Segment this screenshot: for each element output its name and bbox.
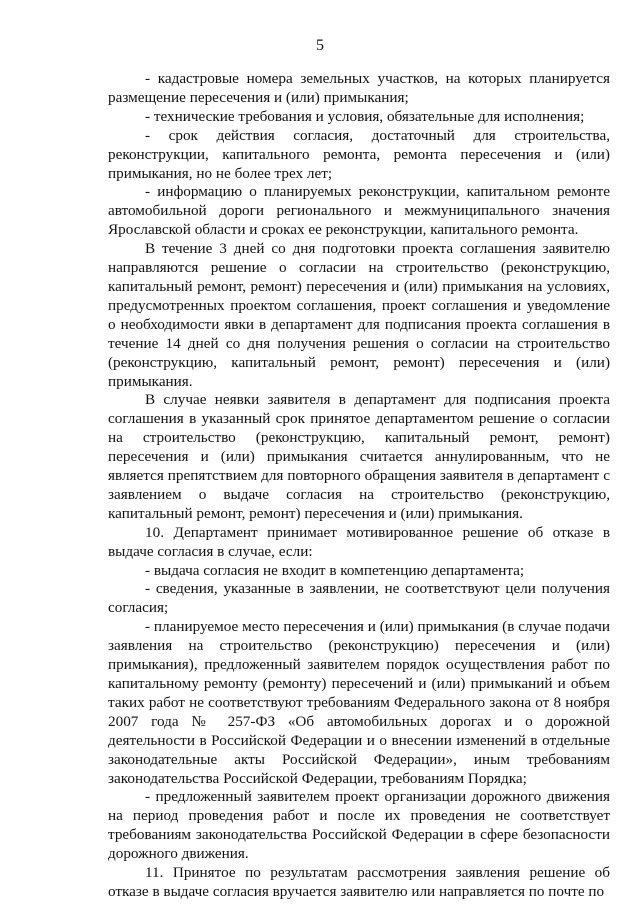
paragraph-applicant-absence: В случае неявки заявителя в департамент для подписания проекта соглашения в указанный срок принятое департаментом решение о согласии на строительство (реконструкцию, капитальный ремонт, ремонт) пересечения и (или) примыкания считается аннулированным, что не является препятствием для повторного обращения заявителя в департамент с заявлением о выдаче согласия на строительство (реконструкцию, капитальный ремонт, ремонт) пересечения и (или) примыкания. — [108, 391, 610, 522]
paragraph-technical-requirements: - технические требования и условия, обязательные для исполнения; — [145, 107, 585, 125]
paragraph-reconstruction-info: - информацию о планируемых реконструкции, капитальном ремонте автомобильной дороги регионального и межмуниципального значения Ярославской области и сроках ее реконструкции, капитального ремонта. — [108, 183, 610, 239]
paragraph-traffic-project: - предложенный заявителем проект организации дорожного движения на период проведения работ и после их проведения не соответствует требованиям законодательства Российской Федерации в сфере безопасности дорожного движения. — [108, 788, 610, 863]
paragraph-item-10: 10. Департамент принимает мотивированное решение об отказе в выдаче согласия в случае, если: — [108, 523, 610, 560]
document-body — [108, 70, 610, 902]
paragraph-consent-term: - срок действия согласия, достаточный для строительства, реконструкции, капитального ремонта, ремонта пересечения и (или) примыкания, но не более трех лет; — [108, 126, 610, 182]
page-number: 5 — [316, 37, 324, 54]
paragraph-not-competence: - выдача согласия не входит в компетенцию департамента; — [145, 561, 525, 579]
paragraph-planned-location: - планируемое место пересечения и (или) примыкания (в случае подачи заявления на строительство (реконструкцию) пересечения и (или) примыкания), предложенный заявителем порядок осуществления работ по капитальному ремонту (ремонту) пересечений и (или) примыканий и объем таких работ не соответствуют требованиям Федерального закона от 8 ноября 2007 года № 257-ФЗ «Об автомобильных дорогах и о дорожной деятельности в Российской Федерации и о внесении изменений в отдельные законодательные акты Российской Федерации», иным требованиям законодательства Российской Федерации, требованиям Порядка; — [108, 618, 610, 787]
paragraph-three-days: В течение 3 дней со дня подготовки проекта соглашения заявителю направляются решение о согласии на строительство (реконструкцию, капитальный ремонт, ремонт) пересечения и (или) примыкания на условиях, предусмотренных проектом соглашения, проект соглашения и уведомление о необходимости явки в департамент для подписания проекта соглашения в течение 14 дней со дня получения решения о согласии на строительство (реконструкцию, капитальный ремонт, ремонт) пересечения и (или) примыкания. — [108, 240, 610, 390]
paragraph-cadastral-numbers: - кадастровые номера земельных участков, на которых планируется размещение пересечения и (или) примыкания; — [108, 70, 610, 106]
paragraph-item-11: 11. Принятое по результатам рассмотрения заявления решение об отказе в выдаче согласия вручается заявителю или направляется по почте по — [108, 864, 610, 900]
paragraph-info-mismatch: - сведения, указанные в заявлении, не соответствуют цели получения согласия; — [108, 580, 610, 617]
